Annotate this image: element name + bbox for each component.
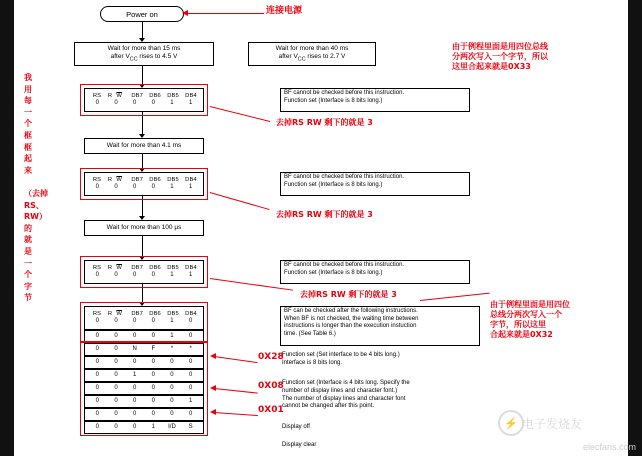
annotation-power: 连接电源 (266, 6, 303, 16)
note-bf-4 (280, 306, 480, 346)
bit-row-1: 0 0 0 0 1 0 (84, 330, 204, 343)
flow-start-label: Power on (126, 9, 158, 19)
note-bf-3-line1: BF cannot be checked before this instruction. (284, 262, 405, 268)
text-function-set-4bit (282, 352, 482, 368)
text-function-set-4bit-line2: Interface is 8 bits long. (282, 359, 343, 366)
note-bf-4-line4: time. (See Table 6.) (284, 330, 336, 337)
flow-wait-100us-label: Wait for more than 100 µs (106, 223, 182, 231)
red-arrow-0x28 (214, 356, 258, 364)
annotation-top-right: 由于例程里面是用四位总线 分两次写入一个字节，所以 这里合起来就是0X33 (452, 42, 548, 71)
watermark-brand: 电子发烧友 (521, 417, 582, 431)
red-arrow-rs-2 (210, 192, 270, 210)
note-bf-4-line2: When BF is not checked, the waiting time between (284, 315, 419, 322)
annotation-0x01: 0X01 (258, 405, 284, 415)
note-bf-3 (280, 260, 470, 284)
instruction-table-4-bits: 0 0 0 0 1 0 (95, 317, 193, 324)
bit-row-6: 0 0 0 0 0 1 (84, 395, 204, 408)
bit-row-8: 0 0 0 1 I/D S (84, 421, 204, 434)
bit-row-7: 0 0 0 0 0 0 (84, 408, 204, 421)
flow-wait-4-1ms-label: Wait for more than 4.1 ms (106, 141, 182, 149)
flow-wait-40ms-line2: after $V_{CC}$ rises to 2.7 V (278, 53, 346, 63)
annotation-0x28: 0X28 (258, 352, 284, 362)
text-function-set-lines-line3: The number of display lines and character font (282, 395, 406, 402)
flow-wait-15ms-line2: after $V_{CC}$ rises to 4.5 V (110, 53, 178, 63)
bit-row-2: 0 0 N F * * (84, 343, 204, 356)
red-box-table-2 (80, 168, 208, 200)
flow-wait-15ms (74, 42, 214, 66)
bit-row-5: 0 0 0 0 0 0 (84, 382, 204, 395)
text-display-clear: Display clear (282, 442, 317, 448)
connector (142, 236, 143, 258)
red-arrowhead-power (182, 10, 188, 16)
instruction-table-3-bits: 0 0 0 0 1 1 (95, 271, 193, 278)
flow-start-power-on (100, 6, 184, 22)
red-box-bit-rows (80, 342, 208, 436)
text-function-set-lines-line2: number of display lines and character font.) (282, 387, 398, 394)
instruction-table-3-header: RS R $\overline{W}$ DB7 DB6 DB5 DB4 (92, 265, 197, 272)
annotation-rs-rw-3: 去掉RS RW 剩下的就是 3 (300, 290, 397, 299)
red-arrow-power (186, 13, 264, 14)
flow-wait-40ms-line1: Wait for more than 40 ms (275, 44, 349, 52)
note-bf-4-line1: BF can be checked after the following instructions. (284, 308, 418, 314)
red-arrow-right-mid (420, 293, 490, 302)
red-arrowhead-0x01 (210, 409, 216, 415)
text-display-off: Display off (282, 424, 310, 430)
red-arrow-0x01 (214, 412, 258, 416)
left-black-band (0, 0, 14, 456)
instruction-table-4-header: RS R $\overline{W}$ DB7 DB6 DB5 DB4 (92, 311, 197, 318)
annotation-rs-rw-2: 去掉RS RW 剩下的就是 3 (276, 210, 373, 219)
bit-row-4: 0 0 1 0 0 0 (84, 369, 204, 382)
watermark-url: elecfans.com (582, 442, 636, 452)
note-bf-1 (280, 88, 470, 112)
annotation-right-mid: 由于例程里面是用四位 总线分两次写入一个 字节，所以这里 合起来就是0X32 (490, 300, 570, 339)
instruction-table-2-header: RS R $\overline{W}$ DB7 DB6 DB5 DB4 (92, 177, 197, 184)
red-box-table-1 (80, 84, 208, 116)
red-arrowhead-0x08 (210, 385, 216, 391)
instruction-table-2-bits: 0 0 0 0 1 1 (95, 183, 193, 190)
note-bf-1-line1: BF cannot be checked before this instruction. (284, 90, 405, 96)
instruction-table-1-bits: 0 0 0 0 1 1 (95, 99, 193, 106)
red-arrow-0x08 (214, 388, 258, 394)
connector (142, 66, 143, 86)
flow-wait-4-1ms (84, 138, 204, 154)
flow-wait-100us (84, 220, 204, 236)
text-function-set-lines-line4: cannot be changed after this point. (282, 403, 375, 410)
note-bf-4-line3: instructions is longer than the execution instuction (284, 323, 417, 329)
text-function-set-lines-line1: Function set (Interface is 4 bits long. Specify the (282, 380, 410, 386)
red-box-table-3 (80, 256, 208, 288)
red-box-table-4 (80, 302, 208, 342)
bit-row-3: 0 0 0 0 0 0 (84, 356, 204, 369)
red-arrow-rs-1 (210, 106, 270, 122)
annotation-rs-rw-1: 去掉RS RW 剩下的就是 3 (276, 118, 373, 127)
flow-wait-15ms-line1: Wait for more than 15 ms (107, 44, 181, 52)
text-function-set-lines (282, 380, 492, 411)
text-function-set-4bit-line1: Function set (Set interface to be 4 bits long.) (282, 352, 400, 358)
flow-wait-40ms (248, 42, 376, 66)
note-bf-2-line1: BF cannot be checked before this instruction. (284, 174, 405, 180)
annotation-0x08: 0X08 (258, 381, 284, 391)
note-bf-2-line2: Function set (Interface is 8 bits long.) (284, 181, 383, 188)
annotation-left-vertical: 我 用 每 一 个 框 框 起 来 （去掉RS、RW） 的 就 是 一 个 字 节 (24, 73, 48, 303)
red-arrowhead-0x28 (210, 353, 216, 359)
note-bf-1-line2: Function set (Interface is 8 bits long.) (284, 97, 383, 104)
note-bf-2 (280, 172, 470, 196)
instruction-table-1-header: RS R $\overline{W}$ DB7 DB6 DB5 DB4 (92, 93, 197, 100)
note-bf-3-line2: Function set (Interface is 8 bits long.) (284, 269, 383, 276)
watermark-logo-icon: ⚡ (498, 410, 524, 436)
